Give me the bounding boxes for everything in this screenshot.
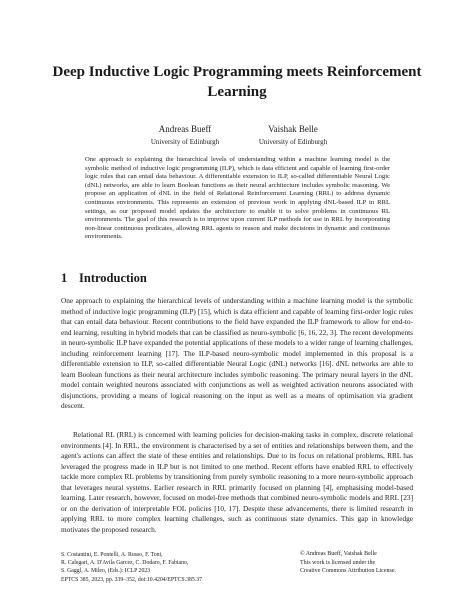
- license-line: Creative Commons Attribution License.: [300, 568, 396, 574]
- license-line: This work is licensed under the: [300, 559, 376, 566]
- author-name: Vaishak Belle: [268, 124, 318, 134]
- license-info: [300, 550, 440, 576]
- body-paragraph: Relational RL (RRL) is concerned with learning policies for decision-making tasks in complex, discrete relational environments [4]. In RRL, the environment is characterised by a set of entities and relationships between them, and the agent's actions can affect the state of these entities and relationships. Due to its focus on relational problems, RRL has leveraged the progress made in ILP but is not limited to one method. Recent efforts have enabled RRL to effectively tackle more complex RL problems by transitioning from purely symbolic reasoning to a more neuro-symbolic approach that leverages neural systems. Earlier research in RRL primarily focused on planning [4], emphasising model-based learning. Later research, however, focused on model-free methods that combined neuro-symbolic models and RRL [23] or on the derivation of interpretable FOL policies [10, 17]. Despite these advancements, there is limited research in applying RRL to more complex learning challenges, such as continuous state dynamics. This gap in knowledge motivates the proposed research.: [61, 430, 413, 534]
- abstract: One approach to explaining the hierarchical levels of understanding within a machine learning model is the symbolic method of inductive logic programming (ILP), which is data efficient and capable of learning first-order logic rules that can entail data behaviour. A differentiable extension to ILP, so-called differentiable Neural Logic (dNL) networks, are able to learn Boolean functions as their neural architecture includes symbolic reasoning. We propose an application of dNL in the field of Relational Reinforcement Learning (RRL) to address dynamic continuous environments. This represents an extension of previous work in applying dNL-based ILP in RRL settings, as our proposed model updates the architecture to enable it to solve problems in continuous RL environments. The goal of this research is to improve upon current ILP methods for use in RRL by incorporating non-linear continuous predicates, allowing RRL agents to reason and make decisions in dynamic and continuous environments.: [85, 156, 390, 241]
- license-line: © Andreas Bueff, Vaishak Belle: [300, 551, 377, 557]
- author-affiliation: University of Edinburgh: [258, 138, 328, 146]
- author-block-2: [228, 123, 358, 147]
- publication-info-line: S. Costantini, E. Pontelli, A. Russo, F. Toni,: [61, 552, 163, 558]
- body-paragraph: One approach to explaining the hierarchical levels of understanding within a machine learning model is the symbolic method of inductive logic programming (ILP) [15], which is data efficient and capable of learning first-order logic rules that can entail data behaviour. Recent contributions to the field have expanded the ILP framework to allow for end-to-end learning, resulting in hybrid models that can be classified as neuro-symbolic [6, 16, 22, 3]. The recent developments in neuro-symbolic ILP have expanded the potential applications of these models to a wider range of learning challenges, including reinforcement learning [17]. The ILP-based neuro-symbolic model implemented in this proposal is a differentiable extension to ILP, so-called differentiable Neural Logic (dNL) networks [16]. dNL networks are able to learn Boolean functions as their neural architecture includes symbolic reasoning. The primary neural layers in the dNL model contain weighted neurons associated with conjunctions as well as weighted activation neurons associated with disjunctions, providing a means of logical reasoning on the input as well as a means of optimisation via gradient descent.: [61, 296, 413, 410]
- publication-info: [61, 551, 291, 584]
- publication-info-line: S. Gaggl, A. Mileo, (Eds.): ICLP 2023: [61, 568, 151, 575]
- author-affiliation: University of Edinburgh: [150, 138, 220, 146]
- section-title: Introduction: [79, 271, 147, 285]
- section-heading: [61, 270, 147, 286]
- section-number: 1: [61, 271, 68, 285]
- author-name: Andreas Bueff: [158, 124, 212, 134]
- paper-title: Deep Inductive Logic Programming meets Reinforcement Learning: [52, 64, 422, 100]
- publication-info-line: R. Calegari, A. D'Avila Garcez, C. Dodaro, F. Fabiano,: [61, 560, 189, 567]
- publication-info-line: EPTCS 385, 2023, pp. 339–352, doi:10.4204/EPTCS.385.37: [61, 576, 203, 583]
